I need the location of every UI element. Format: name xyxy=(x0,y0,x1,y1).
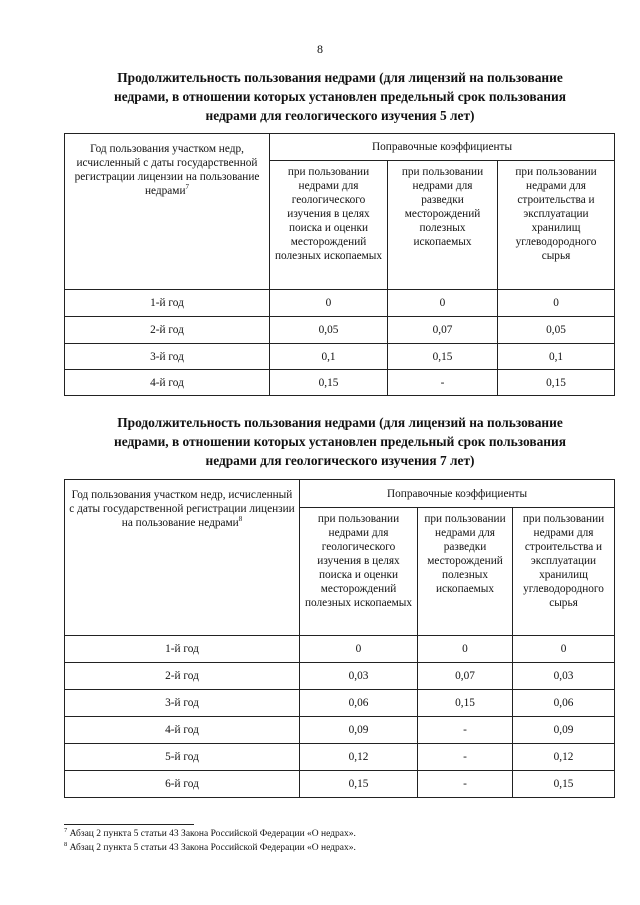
value-cell: - xyxy=(418,744,513,771)
coefficients-group-header: Поправочные коэффициенты xyxy=(270,134,615,161)
value-cell: 0,03 xyxy=(300,663,418,690)
column-header-prospecting: при пользовании недрами для разведки месторождений полезных ископаемых xyxy=(388,161,498,290)
value-cell: 0,15 xyxy=(513,771,615,798)
page-number: 8 xyxy=(317,42,323,56)
column-header-exploration-study: при пользовании недрами для геологического изучения в целях поиска и оценки месторождений полезных ископаемых xyxy=(300,508,418,636)
table-row xyxy=(65,771,615,798)
column-header-exploration-study: при пользовании недрами для геологического изучения в целях поиска и оценки месторождений полезных ископаемых xyxy=(270,161,388,290)
footnote-8: $^8$ Абзац 2 пункта 5 статьи 43 Закона Российской Федерации «О недрах». xyxy=(64,840,356,853)
table-row xyxy=(65,636,615,663)
value-cell: 0 xyxy=(270,290,388,317)
table-row xyxy=(65,717,615,744)
column-header-prospecting: при пользовании недрами для разведки месторождений полезных ископаемых xyxy=(418,508,513,636)
year-column-header: Год пользования участком недр, исчисленный с даты государственной регистрации лицензии на пользование недрами$^7$ xyxy=(65,134,270,290)
table-row xyxy=(65,663,615,690)
value-cell: 0 xyxy=(388,290,498,317)
year-cell: 2-й год xyxy=(65,317,270,344)
footnote-7: $^7$ Абзац 2 пункта 5 статьи 43 Закона Российской Федерации «О недрах». xyxy=(64,826,356,839)
value-cell: 0,15 xyxy=(388,344,498,370)
year-cell: 5-й год xyxy=(65,744,300,771)
value-cell: 0,09 xyxy=(513,717,615,744)
value-cell: 0,1 xyxy=(498,344,615,370)
value-cell: 0 xyxy=(300,636,418,663)
value-cell: 0,06 xyxy=(513,690,615,717)
coefficients-table-5-years xyxy=(64,133,615,396)
year-cell: 2-й год xyxy=(65,663,300,690)
year-cell: 4-й год xyxy=(65,370,270,396)
value-cell: 0,09 xyxy=(300,717,418,744)
value-cell: - xyxy=(418,771,513,798)
table-row xyxy=(65,344,615,370)
table-row xyxy=(65,317,615,344)
section2-title-line: недрами для геологического изучения 7 лет) xyxy=(205,453,475,468)
table-row xyxy=(65,370,615,396)
year-cell: 4-й год xyxy=(65,717,300,744)
value-cell: 0,15 xyxy=(418,690,513,717)
section1-title-line: недрами, в отношении которых установлен предельный срок пользования xyxy=(114,89,566,104)
year-cell: 6-й год xyxy=(65,771,300,798)
column-header-storage: при пользовании недрами для строительства и эксплуатации хранилищ углеводородного сырья xyxy=(498,161,615,290)
year-column-header: Год пользования участком недр, исчисленный с даты государственной регистрации лицензии на пользование недрами$^8$ xyxy=(65,480,300,636)
value-cell: 0 xyxy=(418,636,513,663)
year-cell: 1-й год xyxy=(65,290,270,317)
coefficients-group-header: Поправочные коэффициенты xyxy=(300,480,615,508)
section2-title xyxy=(66,413,614,470)
value-cell: 0,05 xyxy=(498,317,615,344)
value-cell: 0 xyxy=(498,290,615,317)
footnote-separator xyxy=(64,824,194,825)
year-cell: 3-й год xyxy=(65,690,300,717)
value-cell: 0 xyxy=(513,636,615,663)
value-cell: 0,03 xyxy=(513,663,615,690)
value-cell: - xyxy=(418,717,513,744)
value-cell: 0,07 xyxy=(388,317,498,344)
value-cell: 0,12 xyxy=(513,744,615,771)
section1-title xyxy=(66,68,614,125)
section2-title-line: Продолжительность пользования недрами (для лицензий на пользование xyxy=(117,415,563,430)
value-cell: 0,15 xyxy=(498,370,615,396)
value-cell: 0,1 xyxy=(270,344,388,370)
value-cell: 0,05 xyxy=(270,317,388,344)
value-cell: 0,15 xyxy=(270,370,388,396)
year-cell: 3-й год xyxy=(65,344,270,370)
section1-title-line: недрами для геологического изучения 5 лет) xyxy=(205,108,475,123)
section2-title-line: недрами, в отношении которых установлен предельный срок пользования xyxy=(114,434,566,449)
column-header-storage: при пользовании недрами для строительства и эксплуатации хранилищ углеводородного сырья xyxy=(513,508,615,636)
value-cell: - xyxy=(388,370,498,396)
section1-title-line: Продолжительность пользования недрами (для лицензий на пользование xyxy=(117,70,563,85)
table-row xyxy=(65,690,615,717)
value-cell: 0,06 xyxy=(300,690,418,717)
table-row xyxy=(65,744,615,771)
value-cell: 0,15 xyxy=(300,771,418,798)
year-cell: 1-й год xyxy=(65,636,300,663)
value-cell: 0,07 xyxy=(418,663,513,690)
value-cell: 0,12 xyxy=(300,744,418,771)
coefficients-table-7-years xyxy=(64,479,615,798)
table-row xyxy=(65,290,615,317)
